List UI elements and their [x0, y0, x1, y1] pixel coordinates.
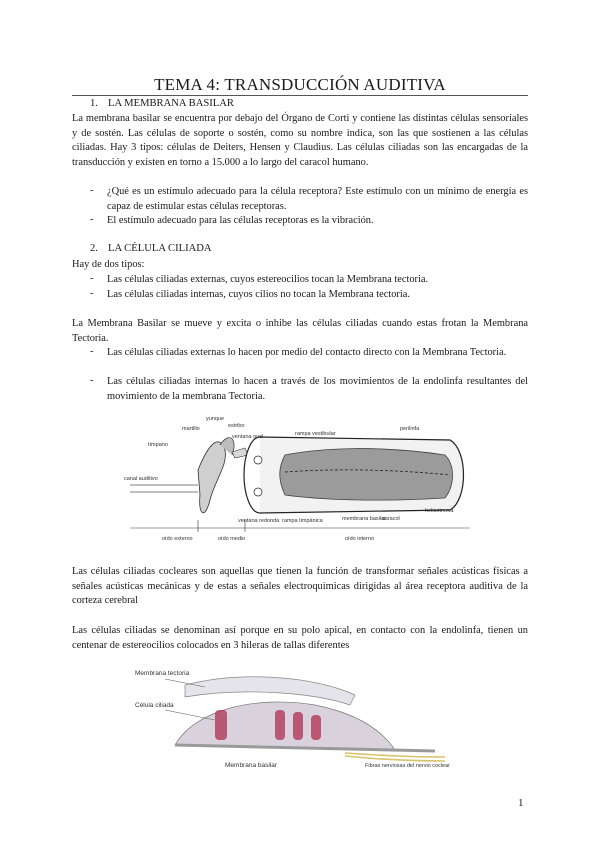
- section-2-intro: Hay de dos tipos:: [72, 259, 145, 270]
- label-celula-ciliada: Célula ciliada: [135, 702, 174, 709]
- section-2-number: 2.: [90, 243, 98, 254]
- title-underline: [72, 95, 528, 96]
- bullet-item-internal-mechanism: Las células ciliadas internas lo hacen a través de los movimientos de la endolinfa resultantes del movimiento de la membrana Tectoria.: [107, 376, 528, 402]
- label-estribo: estribo: [228, 423, 245, 429]
- section-2-paragraph-basilar: La Membrana Basilar se mueve y excita o inhibe las células ciliadas cuando estas frotan la Membrana Tectoria.: [72, 318, 528, 344]
- label-yunque: yunque: [206, 416, 225, 422]
- section-2-paragraph-stereocilia: Las células ciliadas se denominan así porque en su polo apical, en contacto con la endolinfa, tienen un centenar de estereocilios colocados en 3 hileras de tallas diferentes: [72, 625, 528, 651]
- label-helicotrema: helicotrema: [425, 508, 454, 514]
- organ-of-corti-diagram: [135, 665, 465, 770]
- section-2-paragraph-function: Las células ciliadas cocleares son aquellas que tienen la función de transformar señales acústicas físicas a señales acústicas mecánicas y de estas a señales electroquímicas dirigidas al área receptora auditiva de la corteza cerebral: [72, 566, 528, 606]
- page-title: TEMA 4: TRANSDUCCIÓN AUDITIVA: [154, 75, 446, 94]
- section-1-number: 1.: [90, 98, 98, 109]
- section-2-heading: LA CÉLULA CILIADA: [108, 243, 212, 254]
- label-oido-medio: oído medio: [218, 536, 246, 542]
- bullet-marker: -: [90, 346, 94, 357]
- label-ventana-redonda: ventana redonda: [238, 518, 280, 524]
- label-membrana-basilar: membrana basilar: [342, 516, 387, 522]
- bullet-item-stimulus-question: ¿Qué es un estímulo adecuado para la célula receptora? Este estímulo con un mínimo de energía es capaz de estimular estas células receptoras.: [107, 186, 528, 212]
- label-membrana-tectoria: Membrana tectoria: [135, 670, 190, 677]
- label-fibras-nerviosas: Fibras nerviosas del nervio coclear: [365, 763, 450, 769]
- label-oido-externo: oído externo: [162, 536, 193, 542]
- bullet-marker: -: [90, 185, 94, 196]
- bullet-item-external-cells: Las células ciliadas externas, cuyos estereocilios tocan la Membrana tectoria.: [107, 274, 429, 285]
- label-timpano: tímpano: [148, 442, 168, 448]
- bullet-marker: -: [90, 273, 94, 284]
- bullet-marker: -: [90, 288, 94, 299]
- label-rampa-timpanica: rampa timpánica: [282, 518, 323, 524]
- page-number: 1: [518, 797, 524, 809]
- bullet-marker: -: [90, 214, 94, 225]
- label-caracol: caracol: [382, 516, 400, 522]
- label-ventana-oval: ventana oval: [232, 434, 264, 440]
- label-membrana-basilar-fig2: Membrana basilar: [225, 762, 278, 769]
- label-martillo: martillo: [182, 426, 200, 432]
- bullet-item-external-mechanism: Las células ciliadas externas lo hacen por medio del contacto directo con la Membrana Tectoria.: [107, 347, 507, 358]
- bullet-marker: -: [90, 375, 94, 386]
- section-1-paragraph: La membrana basilar se encuentra por debajo del Órgano de Corti y contiene las distintas células sensoriales y de sostén. Las células de soporte o sostén, como su nombre indica, son las que sostienen a las células ciliadas. Hay 3 tipos: células de Deiters, Hensen y Claudius. Las células ciliadas son las encargadas de la transducción y existen en torno a 15.000 a lo largo del caracol humano.: [72, 113, 528, 168]
- label-oido-interno: oído interno: [345, 536, 375, 542]
- label-rampa-vestibular: rampa vestibular: [295, 431, 336, 437]
- ear-cochlea-diagram: [120, 410, 480, 550]
- bullet-item-internal-cells: Las células ciliadas internas, cuyos cilios no tocan la Membrana tectoria.: [107, 289, 410, 300]
- section-1-heading: LA MEMBRANA BASILAR: [108, 98, 234, 109]
- label-canal-auditivo: canal auditivo: [124, 476, 158, 482]
- label-perilinfa: perilinfa: [400, 426, 420, 432]
- bullet-item-stimulus-answer: El estímulo adecuado para las células receptoras es la vibración.: [107, 215, 374, 226]
